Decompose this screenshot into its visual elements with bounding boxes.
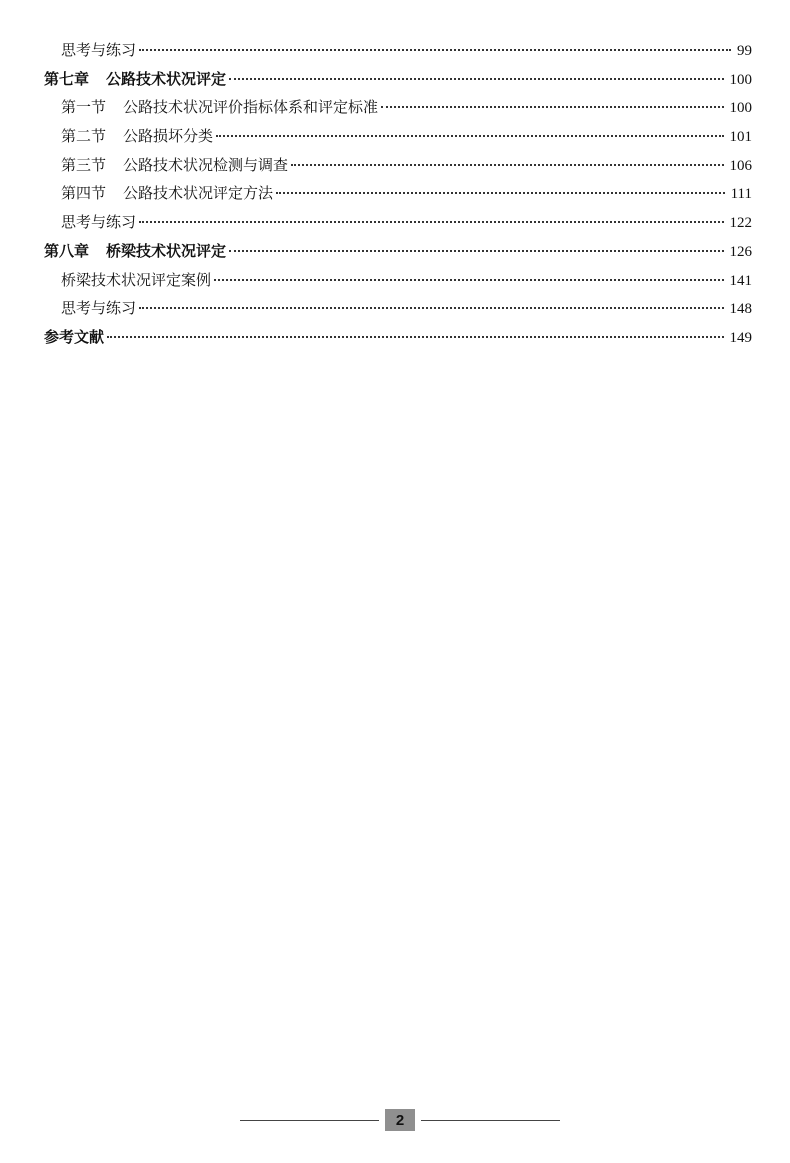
toc-entry-title: 公路技术状况评定 [106, 69, 227, 88]
toc-entry-page: 149 [729, 329, 752, 346]
toc-entry-case-study-ch8[interactable] [44, 266, 752, 295]
dot-leader [229, 78, 723, 80]
toc-entry-page: 99 [737, 43, 752, 59]
page-number: 2 [385, 1109, 415, 1131]
toc-entry-title: 桥梁技术状况评定 [106, 241, 227, 260]
toc-entry-page: 106 [729, 157, 752, 174]
dot-leader [216, 135, 723, 137]
toc-entry-title: 参考文献 [44, 327, 105, 346]
dot-leader [139, 307, 723, 309]
footer-rule-left [240, 1120, 379, 1121]
toc-entry-number: 第四节 [61, 184, 107, 203]
toc-entry-section-7-1[interactable] [44, 93, 752, 122]
toc-entry-title: 桥梁技术状况评定案例 [61, 270, 212, 289]
toc-entry-number: 第三节 [61, 155, 107, 174]
toc-entry-section-7-2[interactable] [44, 122, 752, 151]
toc-entry-page: 148 [729, 301, 752, 318]
toc-entry-chapter-7[interactable] [44, 65, 752, 94]
footer-rule-right [421, 1120, 560, 1121]
dot-leader [214, 279, 723, 281]
toc-entry-page: 100 [729, 100, 752, 117]
toc-entry-section-7-4[interactable] [44, 179, 752, 208]
toc-entry-title: 思考与练习 [61, 213, 137, 232]
dot-leader [381, 106, 723, 108]
toc-entry-title: 公路技术状况评价指标体系和评定标准 [123, 98, 379, 117]
toc-entry-number: 第八章 [44, 241, 90, 260]
table-of-contents [44, 36, 752, 352]
toc-entry-references[interactable] [44, 323, 752, 352]
toc-entry-page: 100 [729, 71, 752, 88]
dot-leader [276, 192, 725, 194]
toc-entry-title: 思考与练习 [61, 299, 137, 318]
dot-leader [229, 250, 723, 252]
dot-leader [291, 164, 723, 166]
toc-entry-title: 公路技术状况评定方法 [123, 184, 274, 203]
toc-entry-page: 122 [729, 215, 752, 232]
toc-entry-exercises-ch7[interactable] [44, 208, 752, 237]
toc-entry-title: 公路技术状况检测与调查 [123, 155, 289, 174]
dot-leader [139, 49, 731, 51]
toc-entry-page: 111 [730, 186, 752, 203]
dot-leader [139, 221, 723, 223]
dot-leader [107, 336, 723, 338]
toc-entry-exercises-ch8[interactable] [44, 294, 752, 323]
toc-entry-exercises-ch6[interactable] [44, 36, 752, 65]
toc-entry-page: 141 [729, 272, 752, 289]
toc-entry-number: 第二节 [61, 127, 107, 146]
toc-entry-section-7-3[interactable] [44, 151, 752, 180]
toc-entry-chapter-8[interactable] [44, 237, 752, 266]
toc-entry-title: 思考与练习 [61, 41, 137, 59]
toc-entry-number: 第七章 [44, 69, 90, 88]
toc-entry-title: 公路损坏分类 [123, 127, 214, 146]
toc-entry-page: 126 [729, 243, 752, 260]
page-footer [240, 1108, 560, 1132]
toc-entry-page: 101 [729, 129, 752, 146]
toc-entry-number: 第一节 [61, 98, 107, 117]
